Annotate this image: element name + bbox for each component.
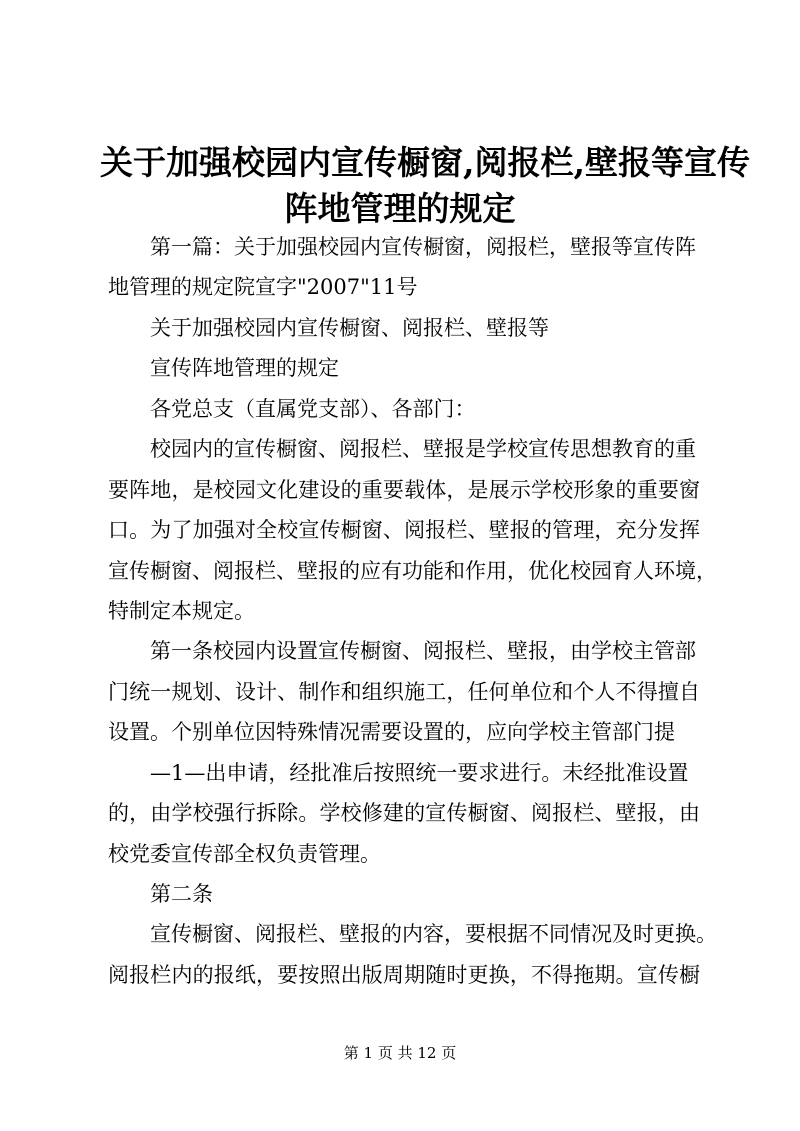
paragraph-line: 要阵地，是校园文化建设的重要载体，是展示学校形象的重要窗 [108,478,700,502]
paragraph-line: 宣传橱窗、阅报栏、壁报的应有功能和作用，优化校园育人环境， [108,559,717,583]
paragraph-line: 阅报栏内的报纸，要按照出版周期随时更换，不得拖期。宣传橱 [108,963,700,987]
page-footer: 第 1 页 共 12 页 [343,1044,457,1062]
paragraph-line: 口。为了加强对全校宣传橱窗、阅报栏、壁报的管理，充分发挥 [108,518,700,542]
paragraph-line: 第一篇：关于加强校园内宣传橱窗，阅报栏，壁报等宣传阵 [150,235,696,259]
paragraph-line: 第一条校园内设置宣传橱窗、阅报栏、壁报，由学校主管部 [150,639,696,663]
paragraph-line: 门统一规划、设计、制作和组织施工，任何单位和个人不得擅自 [108,680,700,704]
paragraph-line: 关于加强校园内宣传橱窗、阅报栏、壁报等 [150,316,549,340]
paragraph-line: —1—出申请，经批准后按照统一要求进行。未经批准设置 [150,761,689,785]
paragraph-line: 地管理的规定院宣字"2007"11号 [108,275,418,299]
paragraph-line: 设置。个别单位因特殊情况需要设置的，应向学校主管部门提 [108,720,675,744]
paragraph-line: 各党总支（直属党支部）、各部门： [150,397,476,421]
document-title-line-2: 阵地管理的规定 [284,189,516,228]
section-heading: 第二条 [150,882,213,906]
paragraph-line: 的，由学校强行拆除。学校修建的宣传橱窗、阅报栏、壁报，由 [108,801,700,825]
paragraph-line: 特制定本规定。 [108,599,255,623]
paragraph-line: 校园内的宣传橱窗、阅报栏、壁报是学校宣传思想教育的重 [150,437,696,461]
paragraph-line: 宣传橱窗、阅报栏、壁报的内容，要根据不同情况及时更换。 [150,922,717,946]
paragraph-line: 校党委宣传部全权负责管理。 [108,842,381,866]
document-title-line-1: 关于加强校园内宣传橱窗,阅报栏,壁报等宣传 [100,143,750,182]
paragraph-line: 宣传阵地管理的规定 [150,356,339,380]
